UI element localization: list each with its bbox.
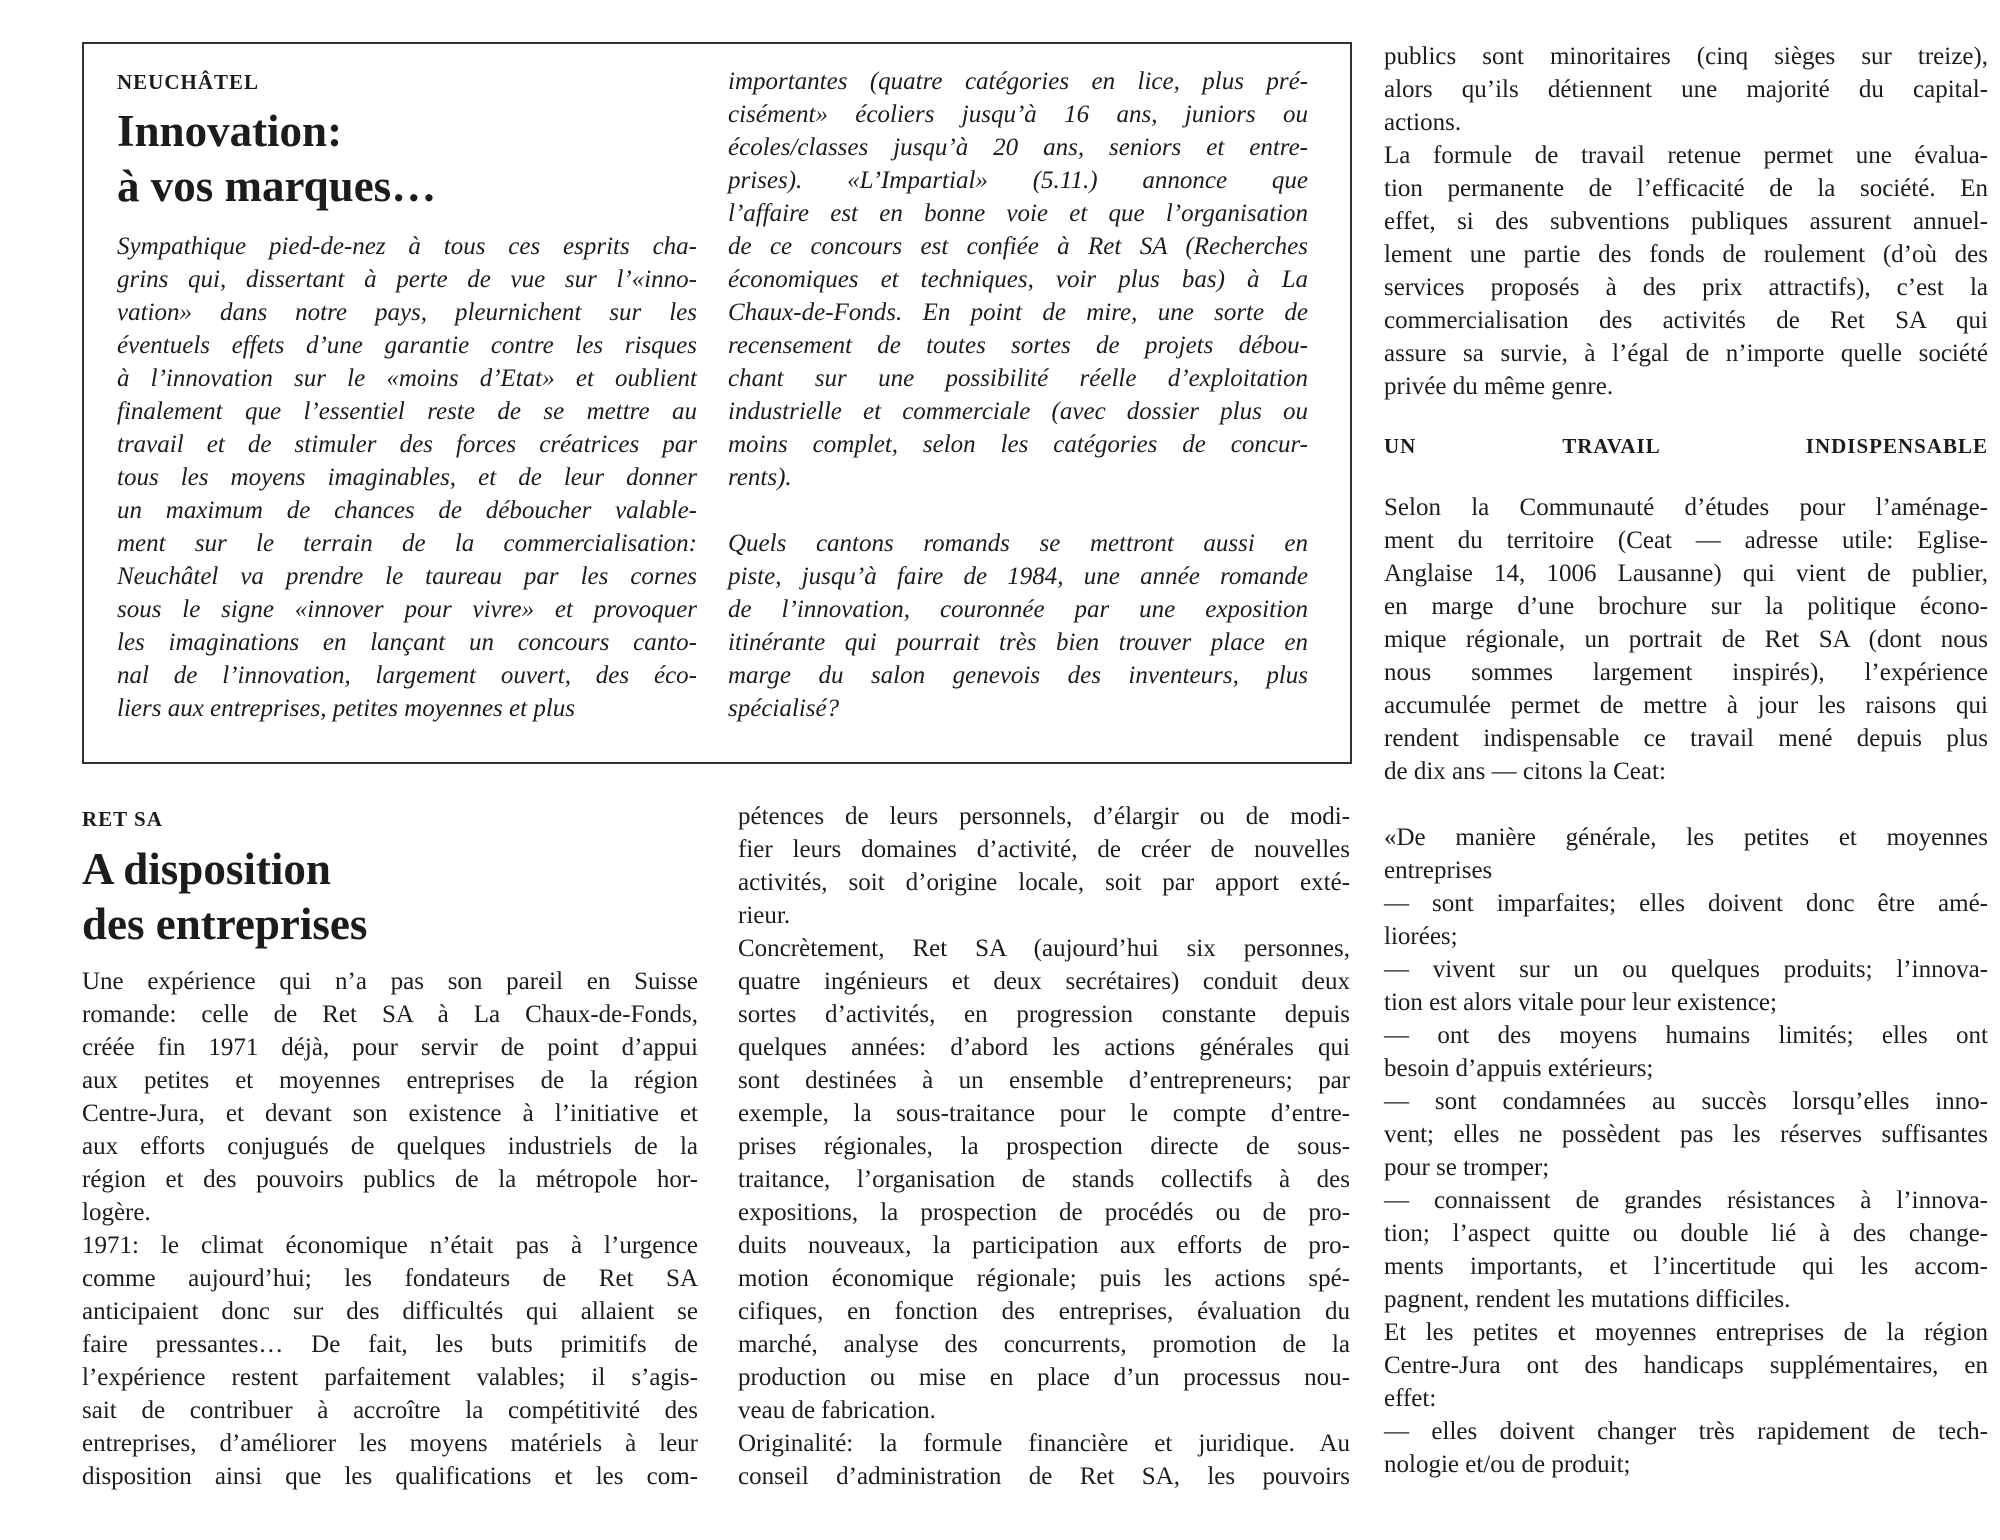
text-line: chant sur une possibilité réelle d’exploitation — [728, 365, 1308, 392]
article-headline-line-1: A disposition — [82, 844, 331, 894]
article-col2-para-2 — [738, 932, 1350, 1427]
text-line: expositions, la prospection de procédés ou de pro- — [738, 1199, 1350, 1226]
text-line: effet, si des subventions publiques assurent annuel- — [1384, 208, 1988, 235]
text-line: fier leurs domaines d’activité, de créer de nouvelles — [738, 836, 1350, 863]
text-line: besoin d’appuis extérieurs; — [1384, 1055, 1654, 1082]
text-line: recensement de toutes sortes de projets débou- — [728, 332, 1308, 359]
neuchatel-intro-column-2 — [728, 65, 1308, 725]
text-line: tion permanente de l’efficacité de la société. En — [1384, 175, 1988, 202]
text-line: économiques et techniques, voir plus bas) à La — [728, 266, 1308, 293]
text-line: région et des pouvoirs publics de la métropole hor- — [82, 1166, 698, 1193]
text-line: Une expérience qui n’a pas son pareil en Suisse — [82, 968, 698, 995]
text-line: Anglaise 14, 1006 Lausanne) qui vient de publier, — [1384, 560, 1988, 587]
text-line: spécialisé? — [728, 695, 840, 722]
text-line: logère. — [82, 1199, 151, 1226]
text-line: l’affaire est en bonne voie et que l’organisation — [728, 200, 1308, 227]
text-line: finalement que l’essentiel reste de se mettre au — [117, 398, 697, 425]
text-line: — sont imparfaites; elles doivent donc être amé- — [1384, 890, 1988, 917]
text-line: Sympathique pied-de-nez à tous ces esprits cha- — [117, 233, 697, 260]
text-line: nal de l’innovation, largement ouvert, des éco- — [117, 662, 697, 689]
text-line: aux petites et moyennes entreprises de la région — [82, 1067, 698, 1094]
text-line: ments importants, et l’incertitude qui les accom- — [1384, 1253, 1988, 1280]
text-line: moins complet, selon les catégories de concur- — [728, 431, 1308, 458]
text-line: rents). — [728, 464, 792, 491]
text-line: 1971: le climat économique n’était pas à l’urgence — [82, 1232, 698, 1259]
text-line: marché, analyse des concurrents, promotion de la — [738, 1331, 1350, 1358]
box-bottom-rule-right — [1030, 762, 1350, 764]
text-line: pétences de leurs personnels, d’élargir ou de modi- — [738, 803, 1350, 830]
text-line: — ont des moyens humains limités; elles ont — [1384, 1022, 1988, 1049]
text-line: prises régionales, la prospection directe de sous- — [738, 1133, 1350, 1160]
text-line: grins qui, dissertant à perte de vue sur l’«inno- — [117, 266, 697, 293]
text-line: de l’innovation, couronnée par une exposition — [728, 596, 1308, 623]
text-line: quelques années: d’abord les actions générales qui — [738, 1034, 1350, 1061]
neuchatel-intro-column-1 — [117, 230, 697, 725]
text-line: alors qu’ils détiennent une majorité du capital- — [1384, 76, 1988, 103]
text-line: piste, jusqu’à faire de 1984, une année romande — [728, 563, 1308, 590]
neuchatel-headline-line-2: à vos marques… — [117, 161, 437, 211]
text-line: activités, soit d’origine locale, soit par apport exté- — [738, 869, 1350, 896]
text-line: en marge d’une brochure sur la politique écono- — [1384, 593, 1988, 620]
article-col2-para-3 — [738, 1427, 1350, 1493]
text-line: entreprises, d’améliorer les moyens matériels à leur — [82, 1430, 698, 1457]
text-line: liers aux entreprises, petites moyennes et plus — [117, 695, 576, 722]
text-line: Selon la Communauté d’études pour l’aménage- — [1384, 494, 1988, 521]
text-line: marge du salon genevois des inventeurs, plus — [728, 662, 1308, 689]
text-line: nologie et/ou de produit; — [1384, 1451, 1631, 1478]
text-line: faire pressantes… De fait, les buts primitifs de — [82, 1331, 698, 1358]
text-line: Neuchâtel va prendre le taureau par les cornes — [117, 563, 697, 590]
text-line: motion économique régionale; puis les actions spé- — [738, 1265, 1350, 1292]
text-line: Centre-Jura, et devant son existence à l’initiative et — [82, 1100, 698, 1127]
text-line: comme aujourd’hui; les fondateurs de Ret SA — [82, 1265, 698, 1292]
text-line: sous le signe «innover pour vivre» et provoquer — [117, 596, 697, 623]
text-line: Et les petites et moyennes entreprises de la région — [1384, 1319, 1988, 1346]
text-line: lement une partie des fonds de roulement (d’où des — [1384, 241, 1988, 268]
text-line: un maximum de chances de déboucher valable- — [117, 497, 697, 524]
article-col3-para-4 — [1384, 821, 1988, 887]
article-column-3 — [1384, 40, 1988, 1481]
text-line: sont destinées à un ensemble d’entrepreneurs; par — [738, 1067, 1350, 1094]
text-line: veau de fabrication. — [738, 1397, 936, 1424]
text-line: liorées; — [1384, 923, 1458, 950]
text-line: éventuels effets d’une garantie contre les risques — [117, 332, 697, 359]
text-line: tous les moyens imaginables, et de leur donner — [117, 464, 697, 491]
text-line: rendent indispensable ce travail mené depuis plus — [1384, 725, 1988, 752]
text-line: Concrètement, Ret SA (aujourd’hui six personnes, — [738, 935, 1350, 962]
text-line: vent; elles ne possèdent pas les réserves suffisantes — [1384, 1121, 1988, 1148]
text-line: disposition ainsi que les qualifications et les com- — [82, 1463, 698, 1490]
article-headline — [82, 842, 367, 952]
text-line: importantes (quatre catégories en lice, plus pré- — [728, 68, 1308, 95]
text-line: ment sur le terrain de la commercialisation: — [117, 530, 697, 557]
text-line: les imaginations en lançant un concours canto- — [117, 629, 697, 656]
text-line: créée fin 1971 déjà, pour servir de point d’appui — [82, 1034, 698, 1061]
text-line: — vivent sur un ou quelques produits; l’innova- — [1384, 956, 1988, 983]
text-line: romande: celle de Ret SA à La Chaux-de-Fonds, — [82, 1001, 698, 1028]
article-col3-para-2 — [1384, 139, 1988, 403]
article-col1-para-2 — [82, 1229, 698, 1493]
text-line: de dix ans — citons la Ceat: — [1384, 758, 1666, 785]
text-line: traitance, l’organisation de stands collectifs à des — [738, 1166, 1350, 1193]
text-line: entreprises — [1384, 857, 1493, 884]
text-line: aux efforts conjugués de quelques industriels de la — [82, 1133, 698, 1160]
text-line: sortes d’activités, en progression constante depuis — [738, 1001, 1350, 1028]
text-line: pour se tromper; — [1384, 1154, 1550, 1181]
text-line: quatre ingénieurs et deux secrétaires) conduit deux — [738, 968, 1350, 995]
text-line: itinérante qui pourrait très bien trouver place en — [728, 629, 1308, 656]
article-column-1 — [82, 965, 698, 1493]
text-line: nous sommes largement inspirés), l’expérience — [1384, 659, 1988, 686]
article-col3-para-9 — [1384, 1184, 1988, 1316]
article-column-2 — [738, 800, 1350, 1493]
text-line: — sont condamnées au succès lorsqu’elles inno- — [1384, 1088, 1988, 1115]
text-line: — connaissent de grandes résistances à l’innova- — [1384, 1187, 1988, 1214]
article-col3-para-7 — [1384, 1019, 1988, 1085]
text-line: rieur. — [738, 902, 791, 929]
text-line: tion; l’aspect quitte ou double lié à des change- — [1384, 1220, 1988, 1247]
article-subhead: UN TRAVAIL INDISPENSABLE — [1384, 434, 1988, 458]
text-line: production ou mise en place d’un processus nou- — [738, 1364, 1350, 1391]
text-line: écoles/classes jusqu’à 20 ans, seniors et entre- — [728, 134, 1308, 161]
article-col3-para-11 — [1384, 1415, 1988, 1481]
article-col1-para-1 — [82, 965, 698, 1229]
text-line: mique régionale, un portrait de Ret SA (dont nous — [1384, 626, 1988, 653]
text-line: tion est alors vitale pour leur existence; — [1384, 989, 1777, 1016]
text-line: Centre-Jura ont des handicaps supplémentaires, en — [1384, 1352, 1988, 1379]
text-line: conseil d’administration de Ret SA, les pouvoirs — [738, 1463, 1350, 1490]
text-line: sait de contribuer à accroître la compétitivité des — [82, 1397, 698, 1424]
text-line: accumulée permet de mettre à jour les raisons qui — [1384, 692, 1988, 719]
article-col3-para-6 — [1384, 953, 1988, 1019]
article-label: RET SA — [82, 807, 163, 831]
text-line: — elles doivent changer très rapidement de tech- — [1384, 1418, 1988, 1445]
neuchatel-label: NEUCHÂTEL — [117, 70, 260, 94]
text-line: publics sont minoritaires (cinq sièges sur treize), — [1384, 43, 1988, 70]
neuchatel-col2-para-2 — [728, 527, 1308, 725]
box-bottom-rule-left — [82, 762, 400, 764]
text-line: l’expérience restent parfaitement valables; il s’agis- — [82, 1364, 698, 1391]
neuchatel-headline-line-1: Innovation: — [117, 106, 343, 156]
text-line: privée du même genre. — [1384, 373, 1614, 400]
article-col3-para-3 — [1384, 491, 1988, 788]
text-line: ment du territoire (Ceat — adresse utile: Eglise- — [1384, 527, 1988, 554]
text-line: duits nouveaux, la participation aux efforts de pro- — [738, 1232, 1350, 1259]
text-line: effet: — [1384, 1385, 1437, 1412]
text-line: vation» dans notre pays, pleurnichent sur les — [117, 299, 697, 326]
text-line: industrielle et commerciale (avec dossier plus ou — [728, 398, 1308, 425]
text-line: commercialisation des activités de Ret SA qui — [1384, 307, 1988, 334]
text-line: Originalité: la formule financière et juridique. Au — [738, 1430, 1350, 1457]
neuchatel-col2-para-1 — [728, 65, 1308, 494]
article-col3-para-8 — [1384, 1085, 1988, 1184]
text-line: prises). «L’Impartial» (5.11.) annonce que — [728, 167, 1308, 194]
neuchatel-headline — [117, 104, 436, 214]
text-line: Quels cantons romands se mettront aussi en — [728, 530, 1308, 557]
text-line: cifiques, en fonction des entreprises, évaluation du — [738, 1298, 1350, 1325]
article-col3-para-5 — [1384, 887, 1988, 953]
text-line: exemple, la sous-traitance pour le compte d’entre- — [738, 1100, 1350, 1127]
text-line: anticipaient donc sur des difficultés qui allaient se — [82, 1298, 698, 1325]
article-col3-para-10 — [1384, 1316, 1988, 1415]
text-line: cisément» écoliers jusqu’à 16 ans, juniors ou — [728, 101, 1308, 128]
text-line: services proposés à des prix attractifs), c’est la — [1384, 274, 1988, 301]
article-headline-line-2: des entreprises — [82, 899, 368, 949]
text-line: «De manière générale, les petites et moyennes — [1384, 824, 1988, 851]
article-col2-para-1 — [738, 800, 1350, 932]
text-line: travail et de stimuler des forces créatrices par — [117, 431, 697, 458]
text-line: à l’innovation sur le «moins d’Etat» et oublient — [117, 365, 697, 392]
text-line: Chaux-de-Fonds. En point de mire, une sorte de — [728, 299, 1308, 326]
text-line: pagnent, rendent les mutations difficiles. — [1384, 1286, 1791, 1313]
text-line: actions. — [1384, 109, 1462, 136]
article-col3-para-1 — [1384, 40, 1988, 139]
text-line: assure sa survie, à l’égal de n’importe quelle société — [1384, 340, 1988, 367]
text-line: de ce concours est confiée à Ret SA (Recherches — [728, 233, 1308, 260]
text-line: La formule de travail retenue permet une évalua- — [1384, 142, 1988, 169]
